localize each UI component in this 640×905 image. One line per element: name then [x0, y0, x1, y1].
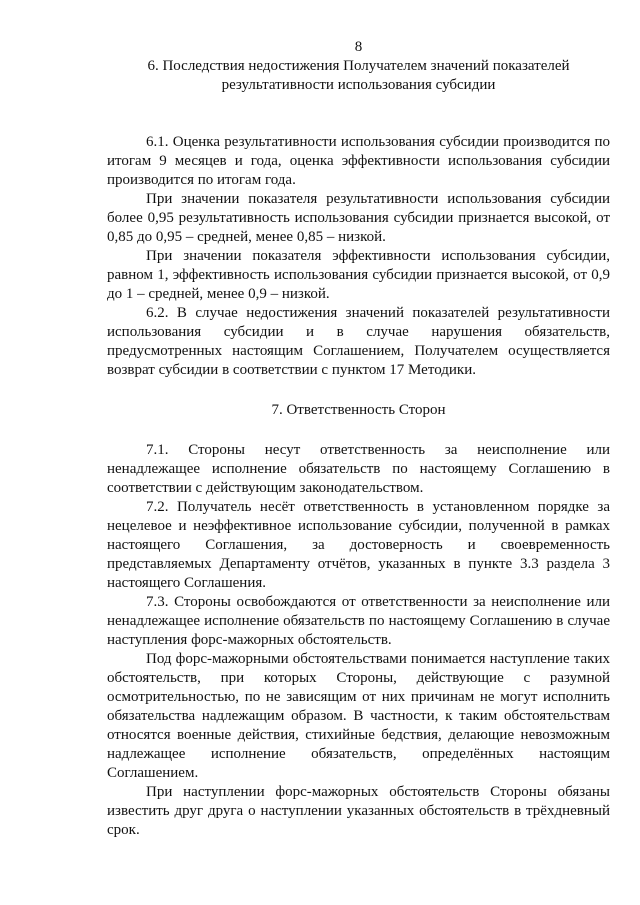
paragraph-7-2: 7.2. Получатель несёт ответственность в установленном порядке за нецелевое и неэффективное использование субсидии, полученной в рамках настоящего Соглашения, за достоверность и своевременность представляемых Департаменту отчётов, указанных в пункте 3.3 раздела 3 настоящего Соглашения.: [107, 499, 610, 591]
paragraph-6-2: 6.2. В случае недостижения значений показателей результативности использования субсидии и в случае нарушения обязательств, предусмотренных настоящим Соглашением, Получателем осуществляется возврат субсидии в соответствии с пунктом 17 Методики.: [107, 305, 610, 378]
section-7-title: 7. Ответственность Сторон: [271, 402, 446, 418]
paragraph-6-1-result-thresholds: При значении показателя результативности использования субсидии более 0,95 результативность использования субсидии признается высокой, от 0,85 до 0,95 – средней, менее 0,85 – низкой.: [107, 191, 610, 245]
section-6-title-line-1: 6. Последствия недостижения Получателем значений показателей: [147, 58, 570, 74]
page-number: 8: [354, 39, 363, 55]
spacer: [107, 420, 610, 441]
paragraph-7-1: 7.1. Стороны несут ответственность за неисполнение или ненадлежащее исполнение обязательств по настоящему Соглашению в соответствии с действующим законодательством.: [107, 442, 610, 496]
spacer: [107, 380, 610, 401]
section-6-body: [107, 133, 610, 380]
paragraph-force-majeure-notice: При наступлении форс-мажорных обстоятельств Стороны обязаны известить друг друга о наступлении указанных обстоятельств в трёхдневный срок.: [107, 784, 610, 838]
paragraph-7-3: 7.3. Стороны освобождаются от ответственности за неисполнение или ненадлежащее исполнение обязательств по настоящему Соглашению в случае наступления форс-мажорных обстоятельств.: [107, 594, 610, 648]
section-6-title-line-2: результативности использования субсидии: [221, 77, 496, 93]
section-7-body: [107, 441, 610, 840]
paragraph-6-1: 6.1. Оценка результативности использования субсидии производится по итогам 9 месяцев и года, оценка эффективности использования субсидии производится по итогам года.: [107, 134, 610, 188]
paragraph-force-majeure-definition: Под форс-мажорными обстоятельствами понимается наступление таких обстоятельств, при которых Стороны, действующие с разумной осмотрительностью, по не зависящим от них причинам не могут исполнить обязательства надлежащим образом. В частности, к таким обстоятельствам относятся военные действия, стихийные бедствия, делающие невозможным надлежащее исполнение обязательств, определённых настоящим Соглашением.: [107, 651, 610, 781]
section-6-title: [107, 57, 610, 95]
paragraph-6-1-efficiency-thresholds: При значении показателя эффективности использования субсидии, равном 1, эффективность использования субсидии признается высокой, от 0,9 до 1 – средней, менее 0,9 – низкой.: [107, 248, 610, 302]
spacer: [107, 95, 610, 133]
